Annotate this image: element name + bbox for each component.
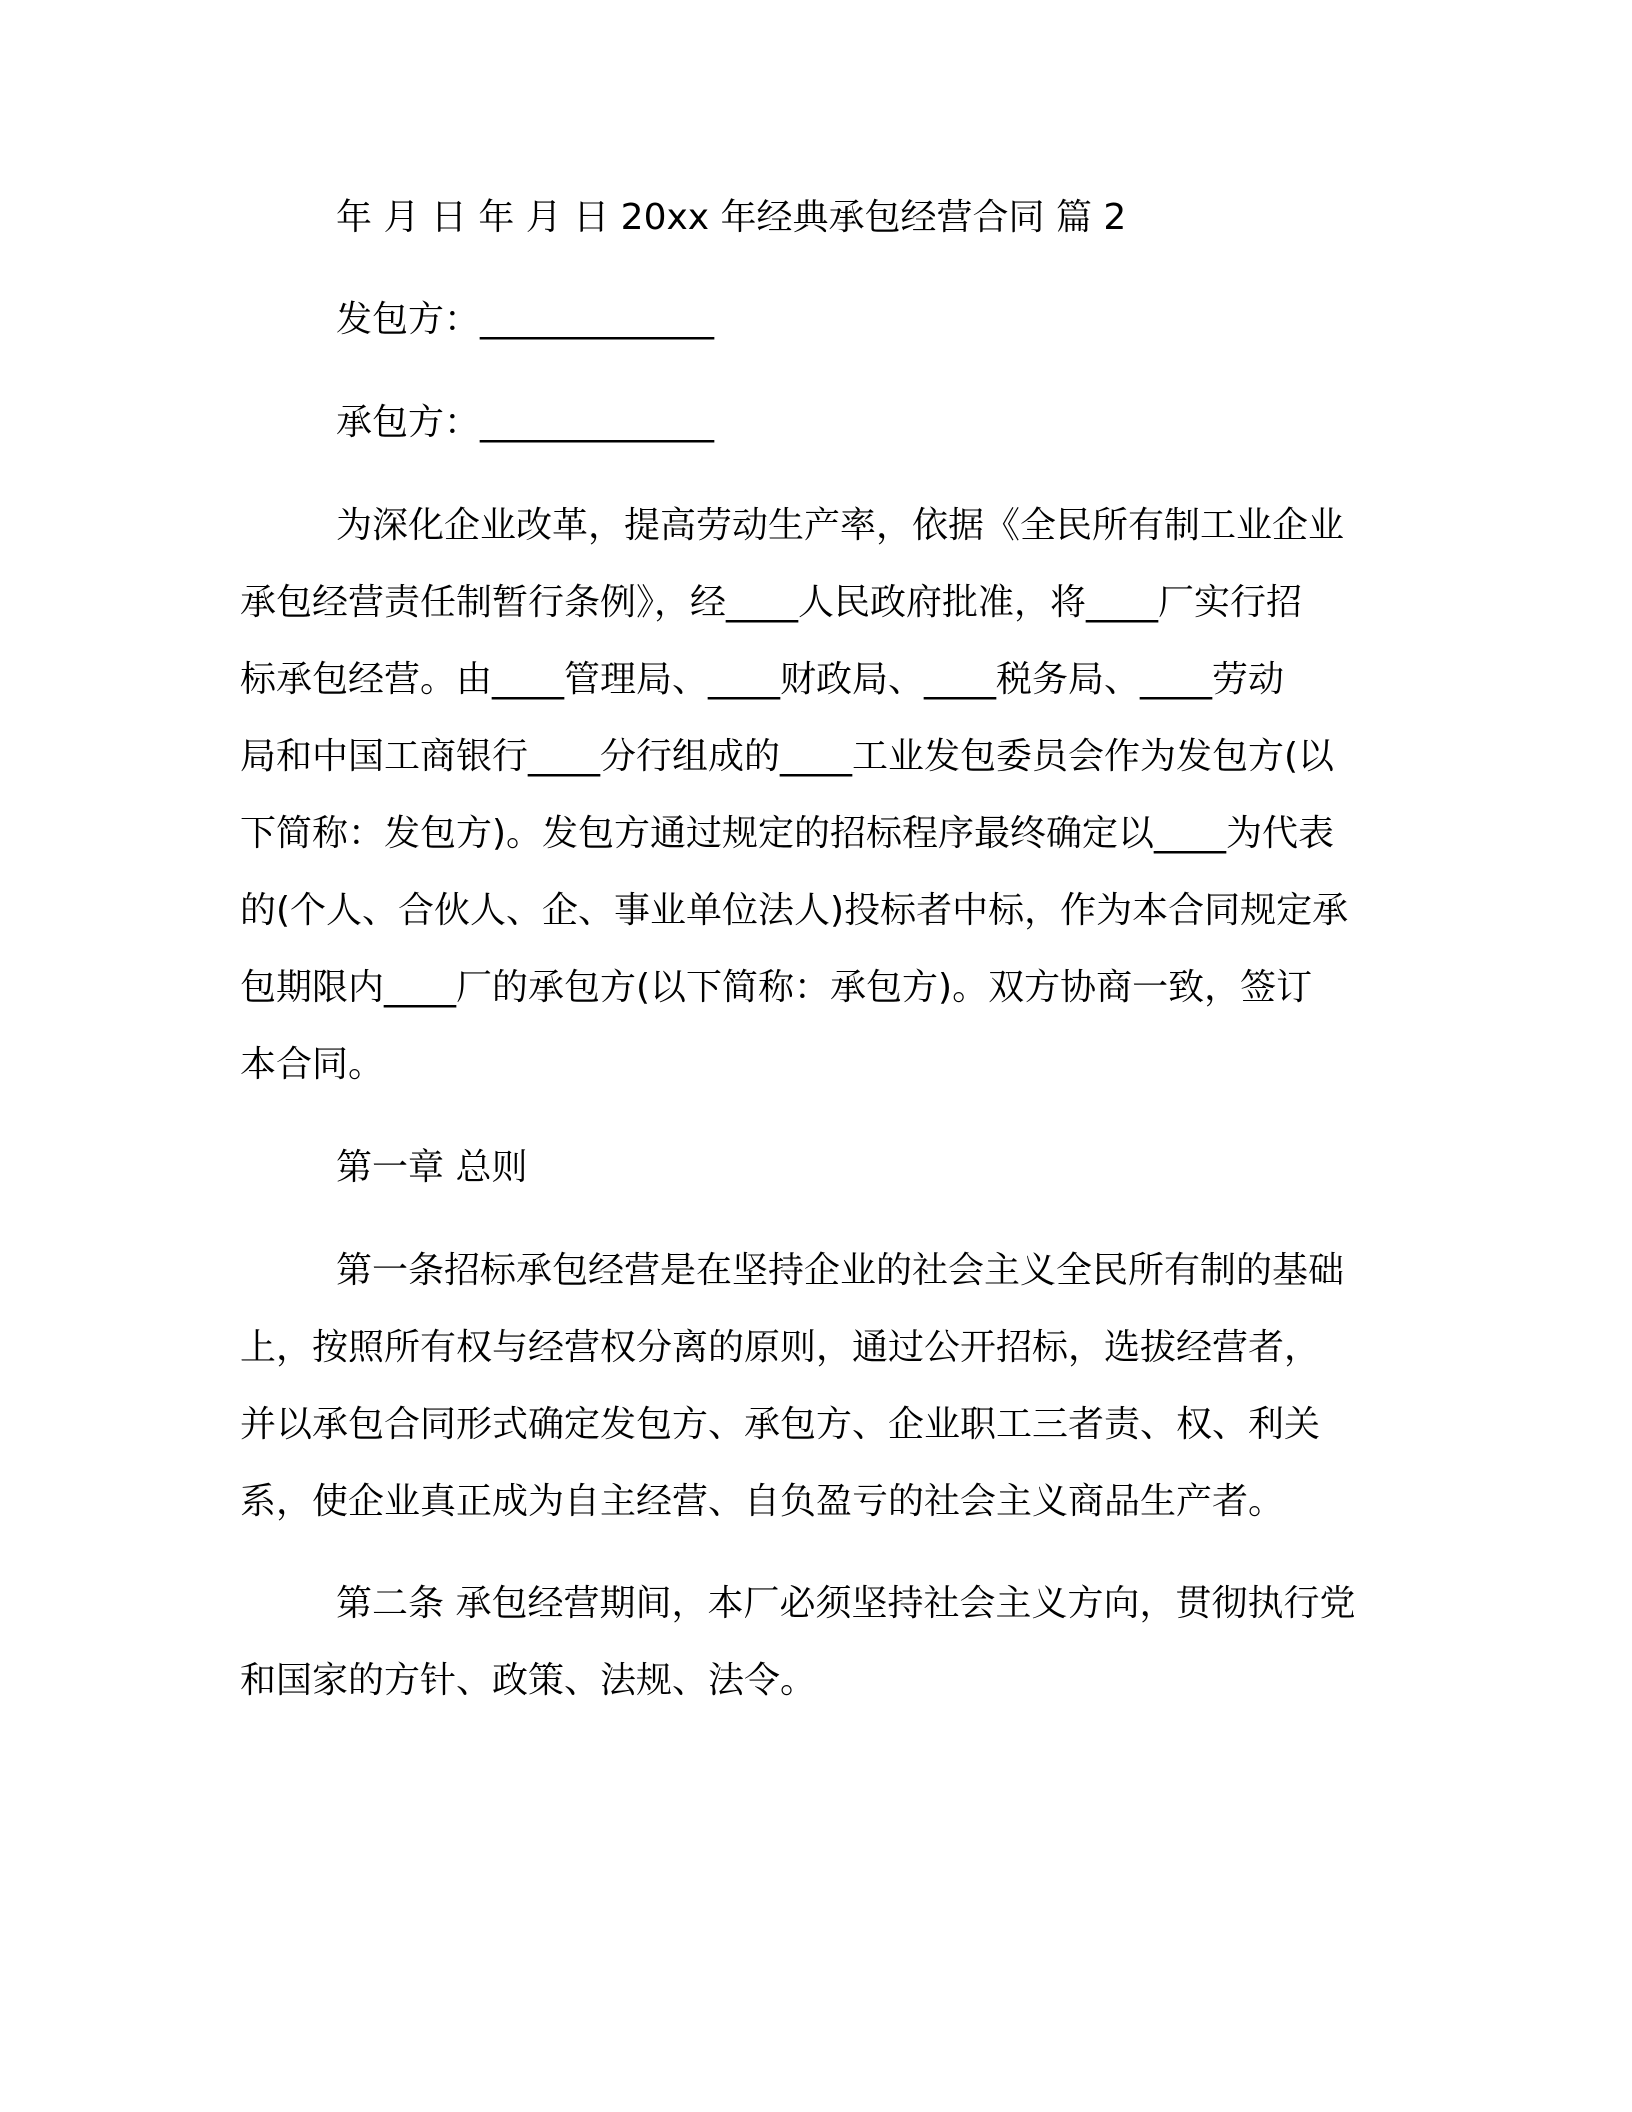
article-2-paragraph xyxy=(240,1565,1400,1719)
paragraph-line: 下简称：发包方)。发包方通过规定的招标程序最终确定以____为代表 xyxy=(240,813,1335,854)
chapter-1-heading xyxy=(240,1129,1496,1206)
paragraph-line: 本合同。 xyxy=(240,1044,385,1085)
paragraph-line: 第一条招标承包经营是在坚持企业的社会主义全民所有制的基础 xyxy=(336,1250,1345,1291)
party-a-label: 发包方：_____________ xyxy=(336,299,715,340)
paragraph-line: 第二条 承包经营期间，本厂必须坚持社会主义方向，贯彻执行党 xyxy=(336,1583,1356,1624)
paragraph-line: 和国家的方针、政策、法规、法令。 xyxy=(240,1660,817,1701)
heading-line: 年 月 日 年 月 日 20xx 年经典承包经营合同 篇 2 xyxy=(336,197,1127,238)
paragraph-line: 标承包经营。由____管理局、____财政局、____税务局、____劳动 xyxy=(240,659,1285,700)
paragraph-line: 局和中国工商银行____分行组成的____工业发包委员会作为发包方(以 xyxy=(240,736,1335,777)
party-b-line xyxy=(240,384,1496,461)
chapter-title: 第一章 总则 xyxy=(336,1147,528,1188)
document-heading xyxy=(240,179,1496,256)
article-1-paragraph xyxy=(240,1232,1400,1540)
paragraph-line: 包期限内____厂的承包方(以下简称：承包方)。双方协商一致，签订 xyxy=(240,967,1313,1008)
party-b-label: 承包方：_____________ xyxy=(336,402,715,443)
party-a-line xyxy=(240,281,1496,358)
preamble-paragraph xyxy=(240,487,1400,1103)
paragraph-line: 的(个人、合伙人、企、事业单位法人)投标者中标，作为本合同规定承 xyxy=(240,890,1349,931)
paragraph-line: 为深化企业改革，提高劳动生产率，依据《全民所有制工业企业 xyxy=(336,505,1345,546)
paragraph-line: 承包经营责任制暂行条例》，经____人民政府批准，将____厂实行招 xyxy=(240,582,1303,623)
paragraph-line: 系，使企业真正成为自主经营、自负盈亏的社会主义商品生产者。 xyxy=(240,1481,1285,1522)
paragraph-line: 并以承包合同形式确定发包方、承包方、企业职工三者责、权、利关 xyxy=(240,1404,1321,1445)
paragraph-line: 上，按照所有权与经营权分离的原则，通过公开招标，选拔经营者， xyxy=(240,1327,1321,1368)
